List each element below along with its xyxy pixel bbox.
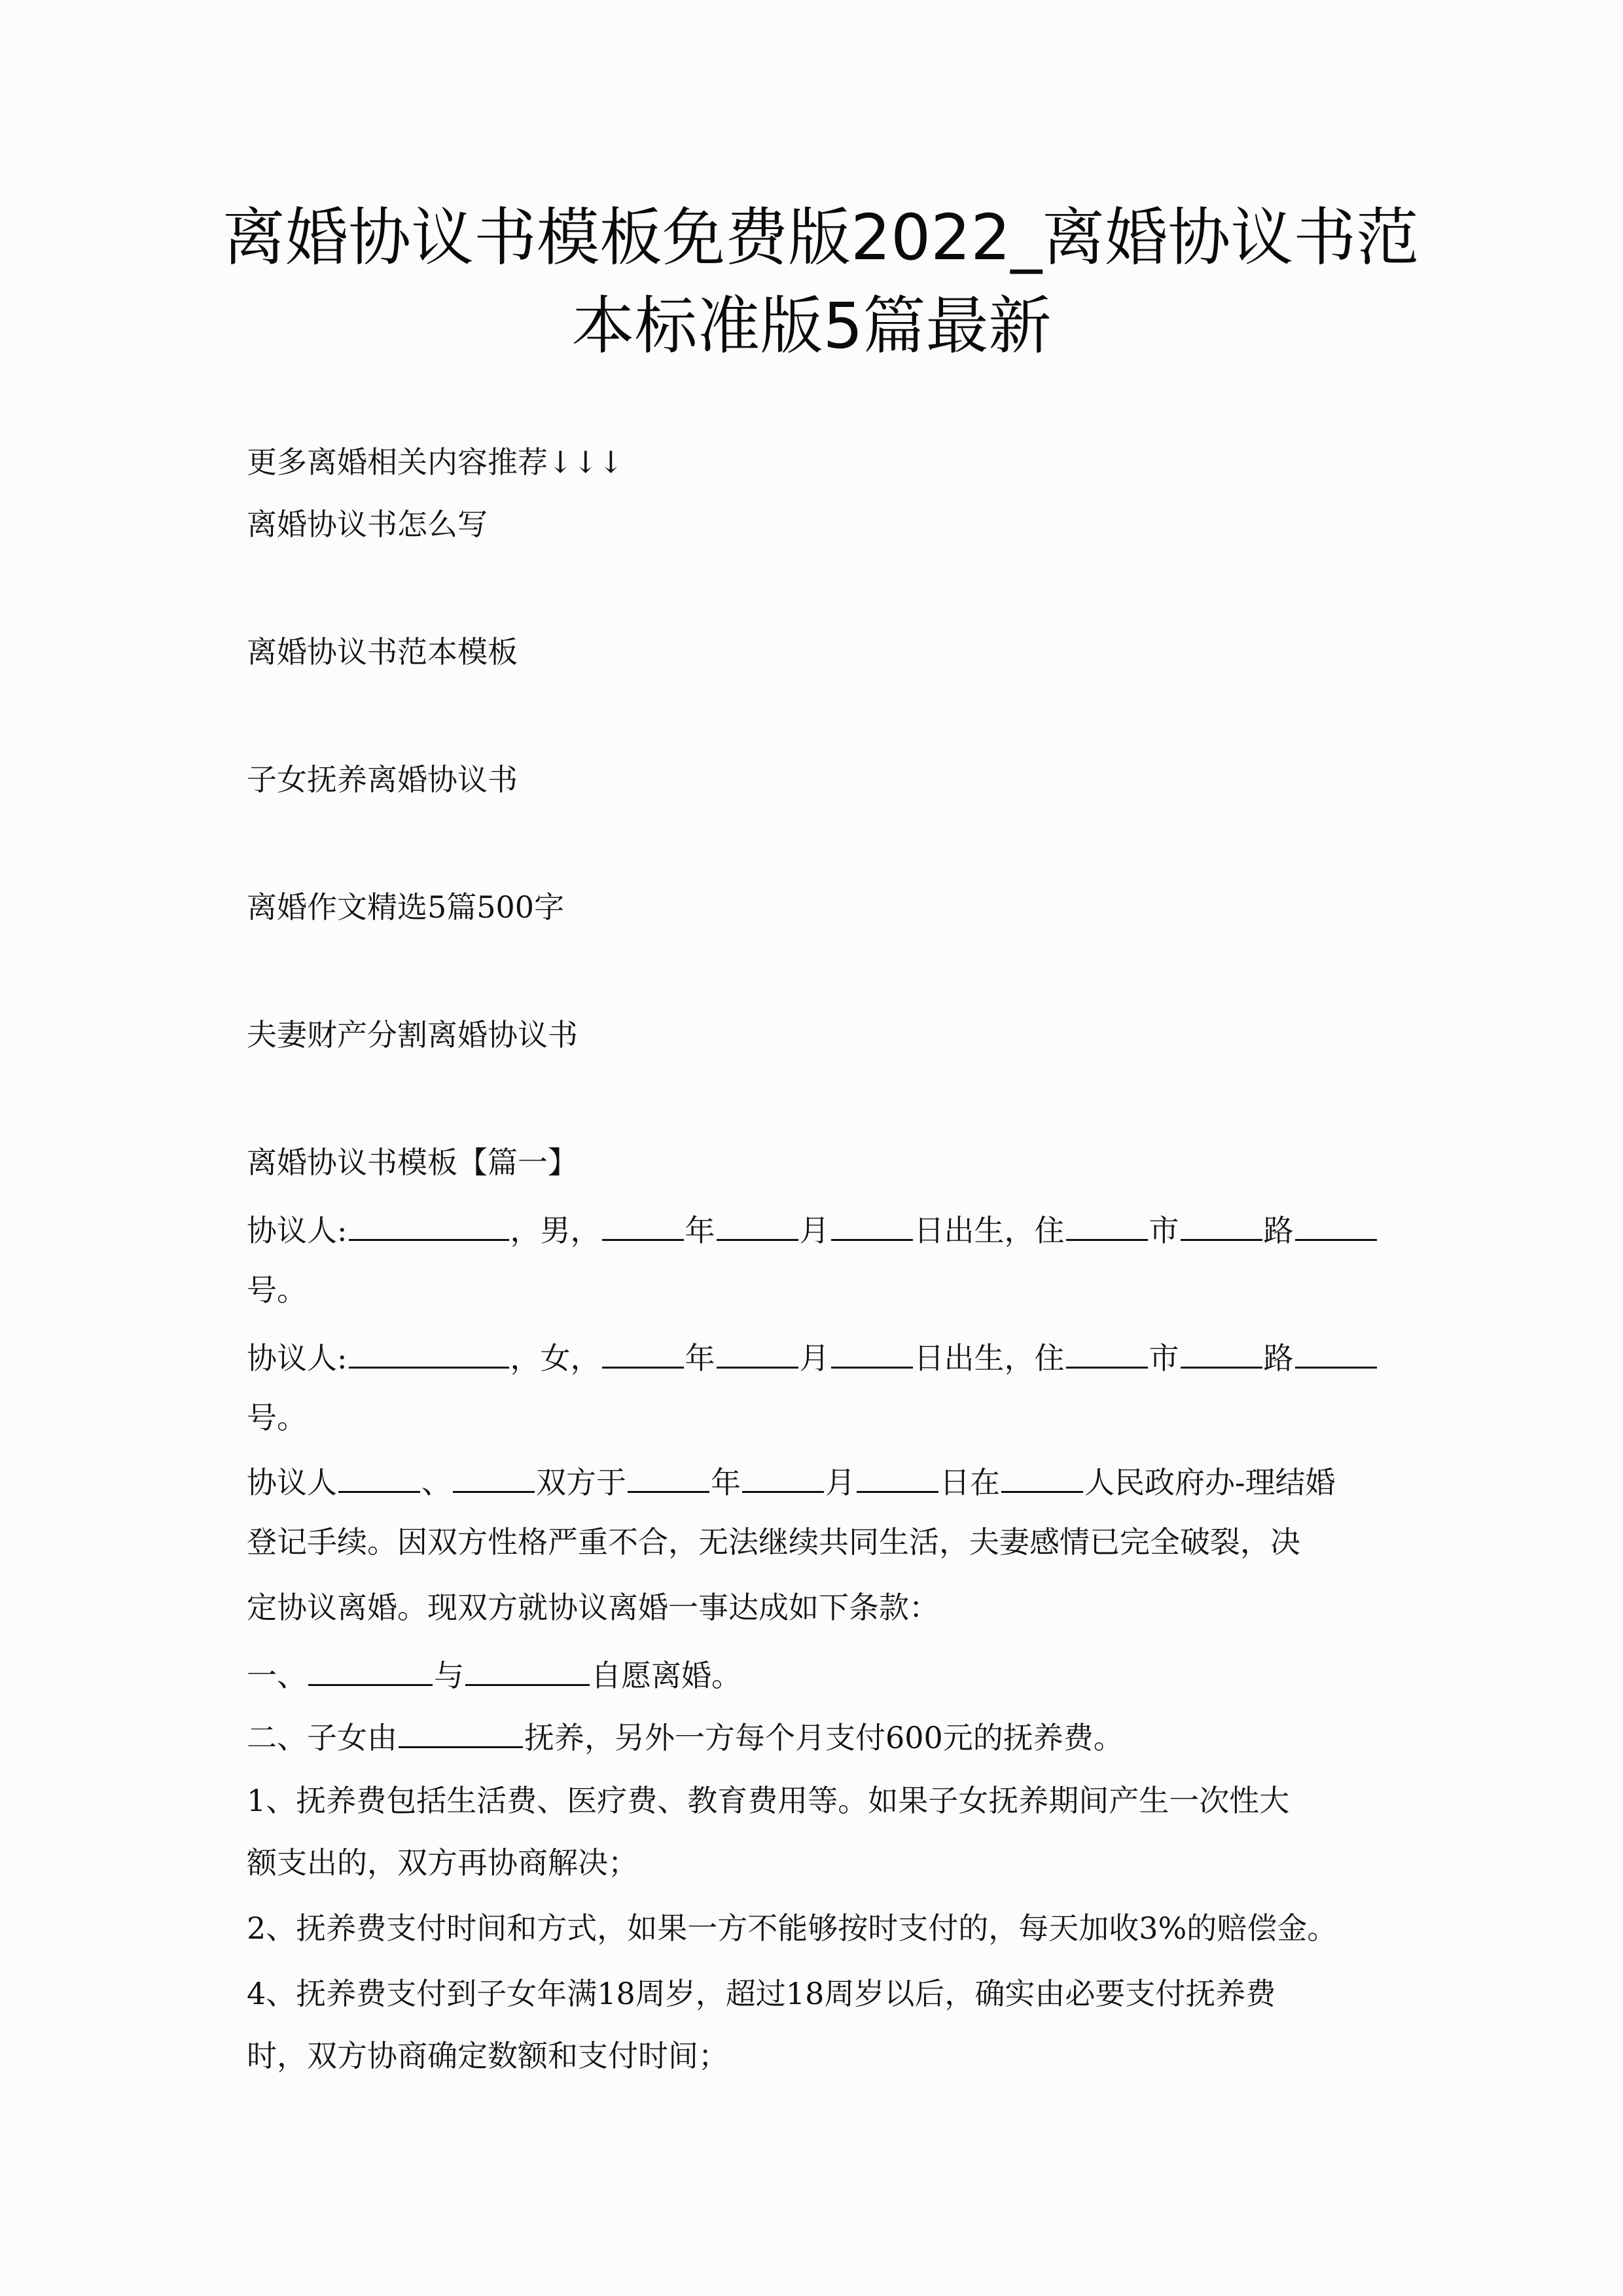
day-blank	[857, 1465, 938, 1493]
year-label: 年	[685, 1340, 715, 1376]
month-label: 月	[799, 1340, 830, 1376]
day-born-label: 日出生，住	[914, 1213, 1065, 1248]
name-blank	[349, 1213, 509, 1241]
day-blank	[831, 1340, 913, 1369]
month-blank	[742, 1465, 824, 1493]
year-blank	[602, 1340, 684, 1369]
party-female-line	[247, 1340, 1379, 1376]
gender-text: ，男，	[510, 1213, 601, 1248]
month-blank	[717, 1213, 798, 1241]
text: 与	[434, 1658, 464, 1693]
marriage-line-1	[247, 1465, 1379, 1498]
month-label: 月	[799, 1213, 830, 1248]
party-label: 协议人:	[247, 1340, 348, 1376]
city-label: 市	[1149, 1340, 1179, 1376]
party-female-number: 号。	[247, 1400, 307, 1435]
text: 双方于	[536, 1465, 626, 1500]
text: 年	[711, 1465, 741, 1500]
party-label: 协议人:	[247, 1213, 348, 1248]
section-heading: 离婚协议书模板【篇一】	[247, 1145, 578, 1180]
marriage-line-3: 定协议离婚。现双方就协议离婚一事达成如下条款：	[247, 1590, 939, 1625]
clause-2	[247, 1720, 1379, 1753]
party-male-number: 号。	[247, 1272, 307, 1308]
related-link-how-to-write[interactable]: 离婚协议书怎么写	[247, 507, 488, 542]
document-title-line-2: 本标准版5篇最新	[571, 289, 1052, 363]
road-blank	[1181, 1340, 1262, 1369]
city-blank	[1066, 1340, 1148, 1369]
related-intro: 更多离婚相关内容推荐↓↓↓	[247, 444, 624, 480]
related-link-child-custody[interactable]: 子女抚养离婚协议书	[247, 762, 518, 797]
city-label: 市	[1149, 1213, 1179, 1248]
text: 人民政府办-理结婚	[1084, 1465, 1336, 1500]
text: 月	[825, 1465, 855, 1500]
party-a-blank	[338, 1465, 420, 1493]
year-label: 年	[685, 1213, 715, 1248]
related-link-template[interactable]: 离婚协议书范本模板	[247, 634, 518, 670]
text: 日在	[940, 1465, 1000, 1500]
text: 抚养，另外一方每个月支付600元的抚养费。	[524, 1720, 1124, 1755]
number-blank	[1295, 1340, 1377, 1369]
party-b-blank	[465, 1658, 590, 1686]
road-label: 路	[1263, 1340, 1294, 1376]
year-blank	[628, 1465, 709, 1493]
day-born-label: 日出生，住	[914, 1340, 1065, 1376]
text: 二、子女由	[247, 1720, 397, 1755]
item-1-line-2: 额支出的，双方再协商解决；	[247, 1845, 638, 1880]
related-link-essays[interactable]: 离婚作文精选5篇500字	[247, 889, 565, 925]
party-male-line	[247, 1213, 1379, 1246]
custodian-blank	[399, 1720, 523, 1748]
party-b-blank	[453, 1465, 535, 1493]
item-4-line-2: 时，双方协商确定数额和支付时间；	[247, 2038, 728, 2073]
city-blank	[1066, 1213, 1148, 1241]
day-blank	[831, 1213, 913, 1241]
place-blank	[1001, 1465, 1083, 1493]
document-title-line-1: 离婚协议书模板免费版2022_离婚协议书范	[223, 201, 1419, 274]
item-4-line-1: 4、抚养费支付到子女年满18周岁，超过18周岁以后，确实由必要支付抚养费	[247, 1976, 1276, 2011]
text: 自愿离婚。	[591, 1658, 741, 1693]
year-blank	[602, 1213, 684, 1241]
text: 、	[421, 1465, 452, 1500]
number-blank	[1295, 1213, 1377, 1241]
marriage-line-2: 登记手续。因双方性格严重不合，无法继续共同生活，夫妻感情已完全破裂，决	[247, 1524, 1300, 1560]
road-blank	[1181, 1213, 1262, 1241]
road-label: 路	[1263, 1213, 1294, 1248]
item-1-line-1: 1、抚养费包括生活费、医疗费、教育费用等。如果子女抚养期间产生一次性大	[247, 1783, 1290, 1818]
text: 协议人	[247, 1465, 337, 1500]
related-link-property-division[interactable]: 夫妻财产分割离婚协议书	[247, 1017, 578, 1052]
clause-1	[247, 1658, 1379, 1691]
item-2: 2、抚养费支付时间和方式，如果一方不能够按时支付的，每天加收3%的赔偿金。	[247, 1910, 1338, 1946]
text: 一、	[247, 1658, 307, 1693]
name-blank	[349, 1340, 509, 1369]
party-a-blank	[308, 1658, 433, 1686]
gender-text: ，女，	[510, 1340, 601, 1376]
month-blank	[717, 1340, 798, 1369]
